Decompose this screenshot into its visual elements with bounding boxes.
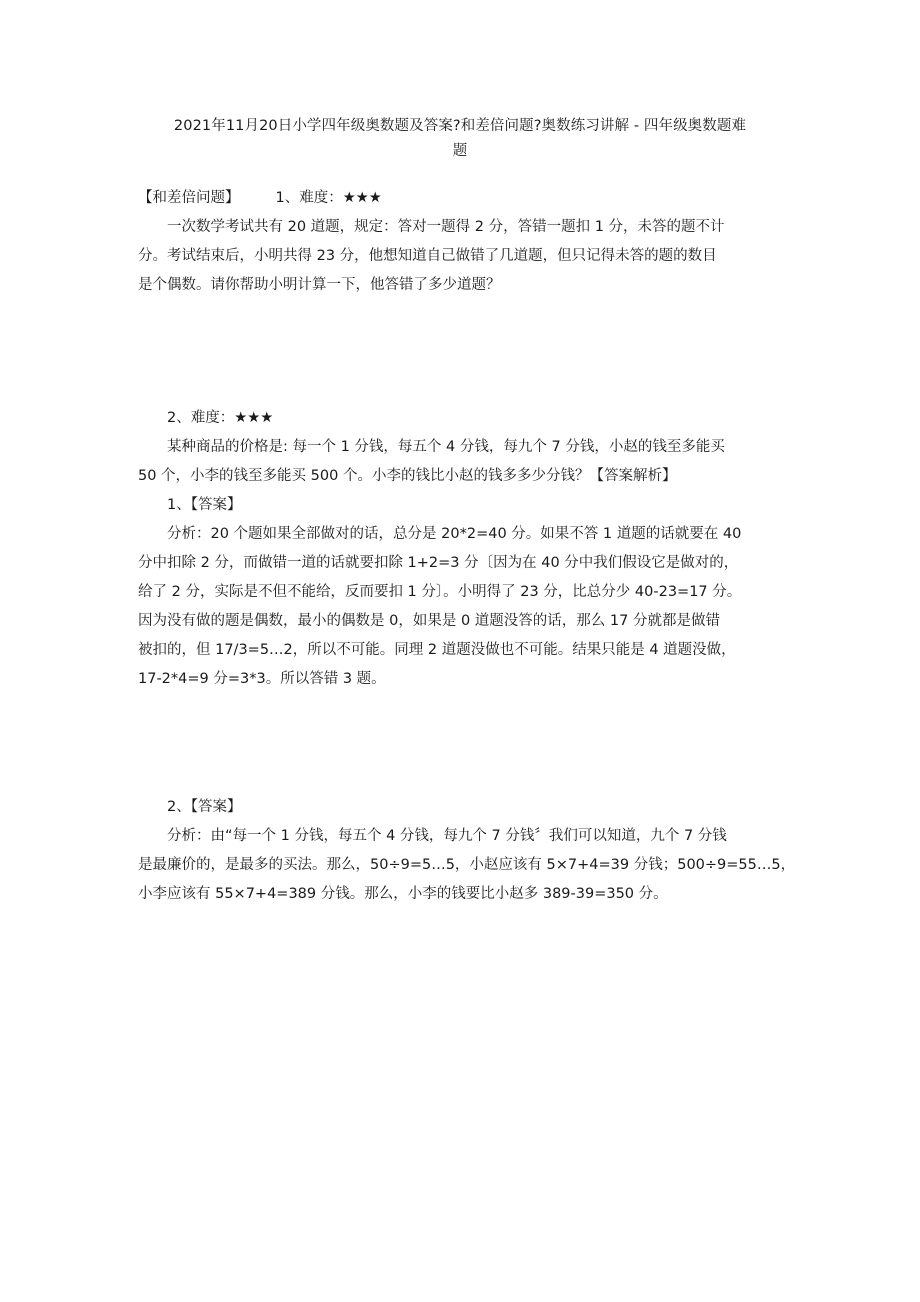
question-1-header — [138, 184, 786, 213]
question-2-difficulty: 2、难度：★★★ — [167, 410, 274, 426]
question-2-text-line: 某种商品的价格是: 每一个 1 分钱，每五个 4 分钱，每九个 7 分钱，小赵的钱至多能买 — [167, 439, 725, 455]
answer-1-text-line: 被扣的，但 17/3=5…2，所以不可能。同理 2 道题没做也不可能。结果只能是 4 道题没做， — [138, 642, 736, 658]
answer-1-text-line: 分中扣除 2 分，而做错一道的话就要扣除 1+2=3 分〔因为在 40 分中我们假设它是做对的， — [138, 555, 739, 571]
question-1-difficulty: 1、难度：★★★ — [275, 190, 382, 206]
document-title — [138, 114, 782, 164]
answer-1-text-line: 分析：20 个题如果全部做对的话，总分是 20*2=40 分。如果不答 1 道题的话就要在 40 — [167, 526, 742, 542]
question-2-text-line: 50 个，小李的钱至多能买 500 个。小李的钱比小赵的钱多多少分钱？【答案解析】 — [138, 468, 677, 484]
title-line-2: 题 — [452, 143, 468, 159]
title-line-1: 2021年11月20日小学四年级奥数题及答案?和差倍问题?奥数练习讲解 - 四年级奥数题难 — [173, 118, 747, 134]
answer-2 — [138, 793, 796, 909]
answer-2-text-line: 是最廉价的，是最多的买法。那么，50÷9=5…5，小赵应该有 5×7+4=39 分钱；500÷9=55…5， — [138, 857, 796, 873]
topic-tag: 【和差倍问题】 — [138, 190, 240, 206]
answer-2-heading: 2、【答案】 — [167, 799, 242, 815]
answer-2-text-line: 小李应该有 55×7+4=389 分钱。那么，小李的钱要比小赵多 389-39=350 分。 — [138, 886, 668, 902]
answer-1-text-line: 因为没有做的题是偶数，最小的偶数是 0，如果是 0 道题没答的话，那么 17 分就都是做错 — [138, 613, 720, 629]
question-1-text-line: 分。考试结束后，小明共得 23 分，他想知道自己做错了几道题，但只记得未答的题的数目 — [138, 248, 717, 264]
question-1 — [138, 184, 786, 300]
answer-2-text-line: 分析：由“每一个 1 分钱，每五个 4 分钱，每九个 7 分钱〞我们可以知道，九个 7 分钱 — [167, 828, 727, 844]
answer-1-text-line: 给了 2 分，实际是不但不能给，反而要扣 1 分〕。小明得了 23 分，比总分少 40-23=17 分。 — [138, 584, 742, 600]
answer-1-text-line: 17-2*4=9 分=3*3。所以答错 3 题。 — [138, 671, 386, 687]
question-1-text-line: 是个偶数。请你帮助小明计算一下，他答错了多少道题？ — [138, 277, 501, 293]
question-1-text-line: 一次数学考试共有 20 道题，规定：答对一题得 2 分，答错一题扣 1 分，未答的题不计 — [167, 219, 725, 235]
question-2 — [138, 404, 786, 694]
answer-1-heading: 1、【答案】 — [167, 497, 242, 513]
